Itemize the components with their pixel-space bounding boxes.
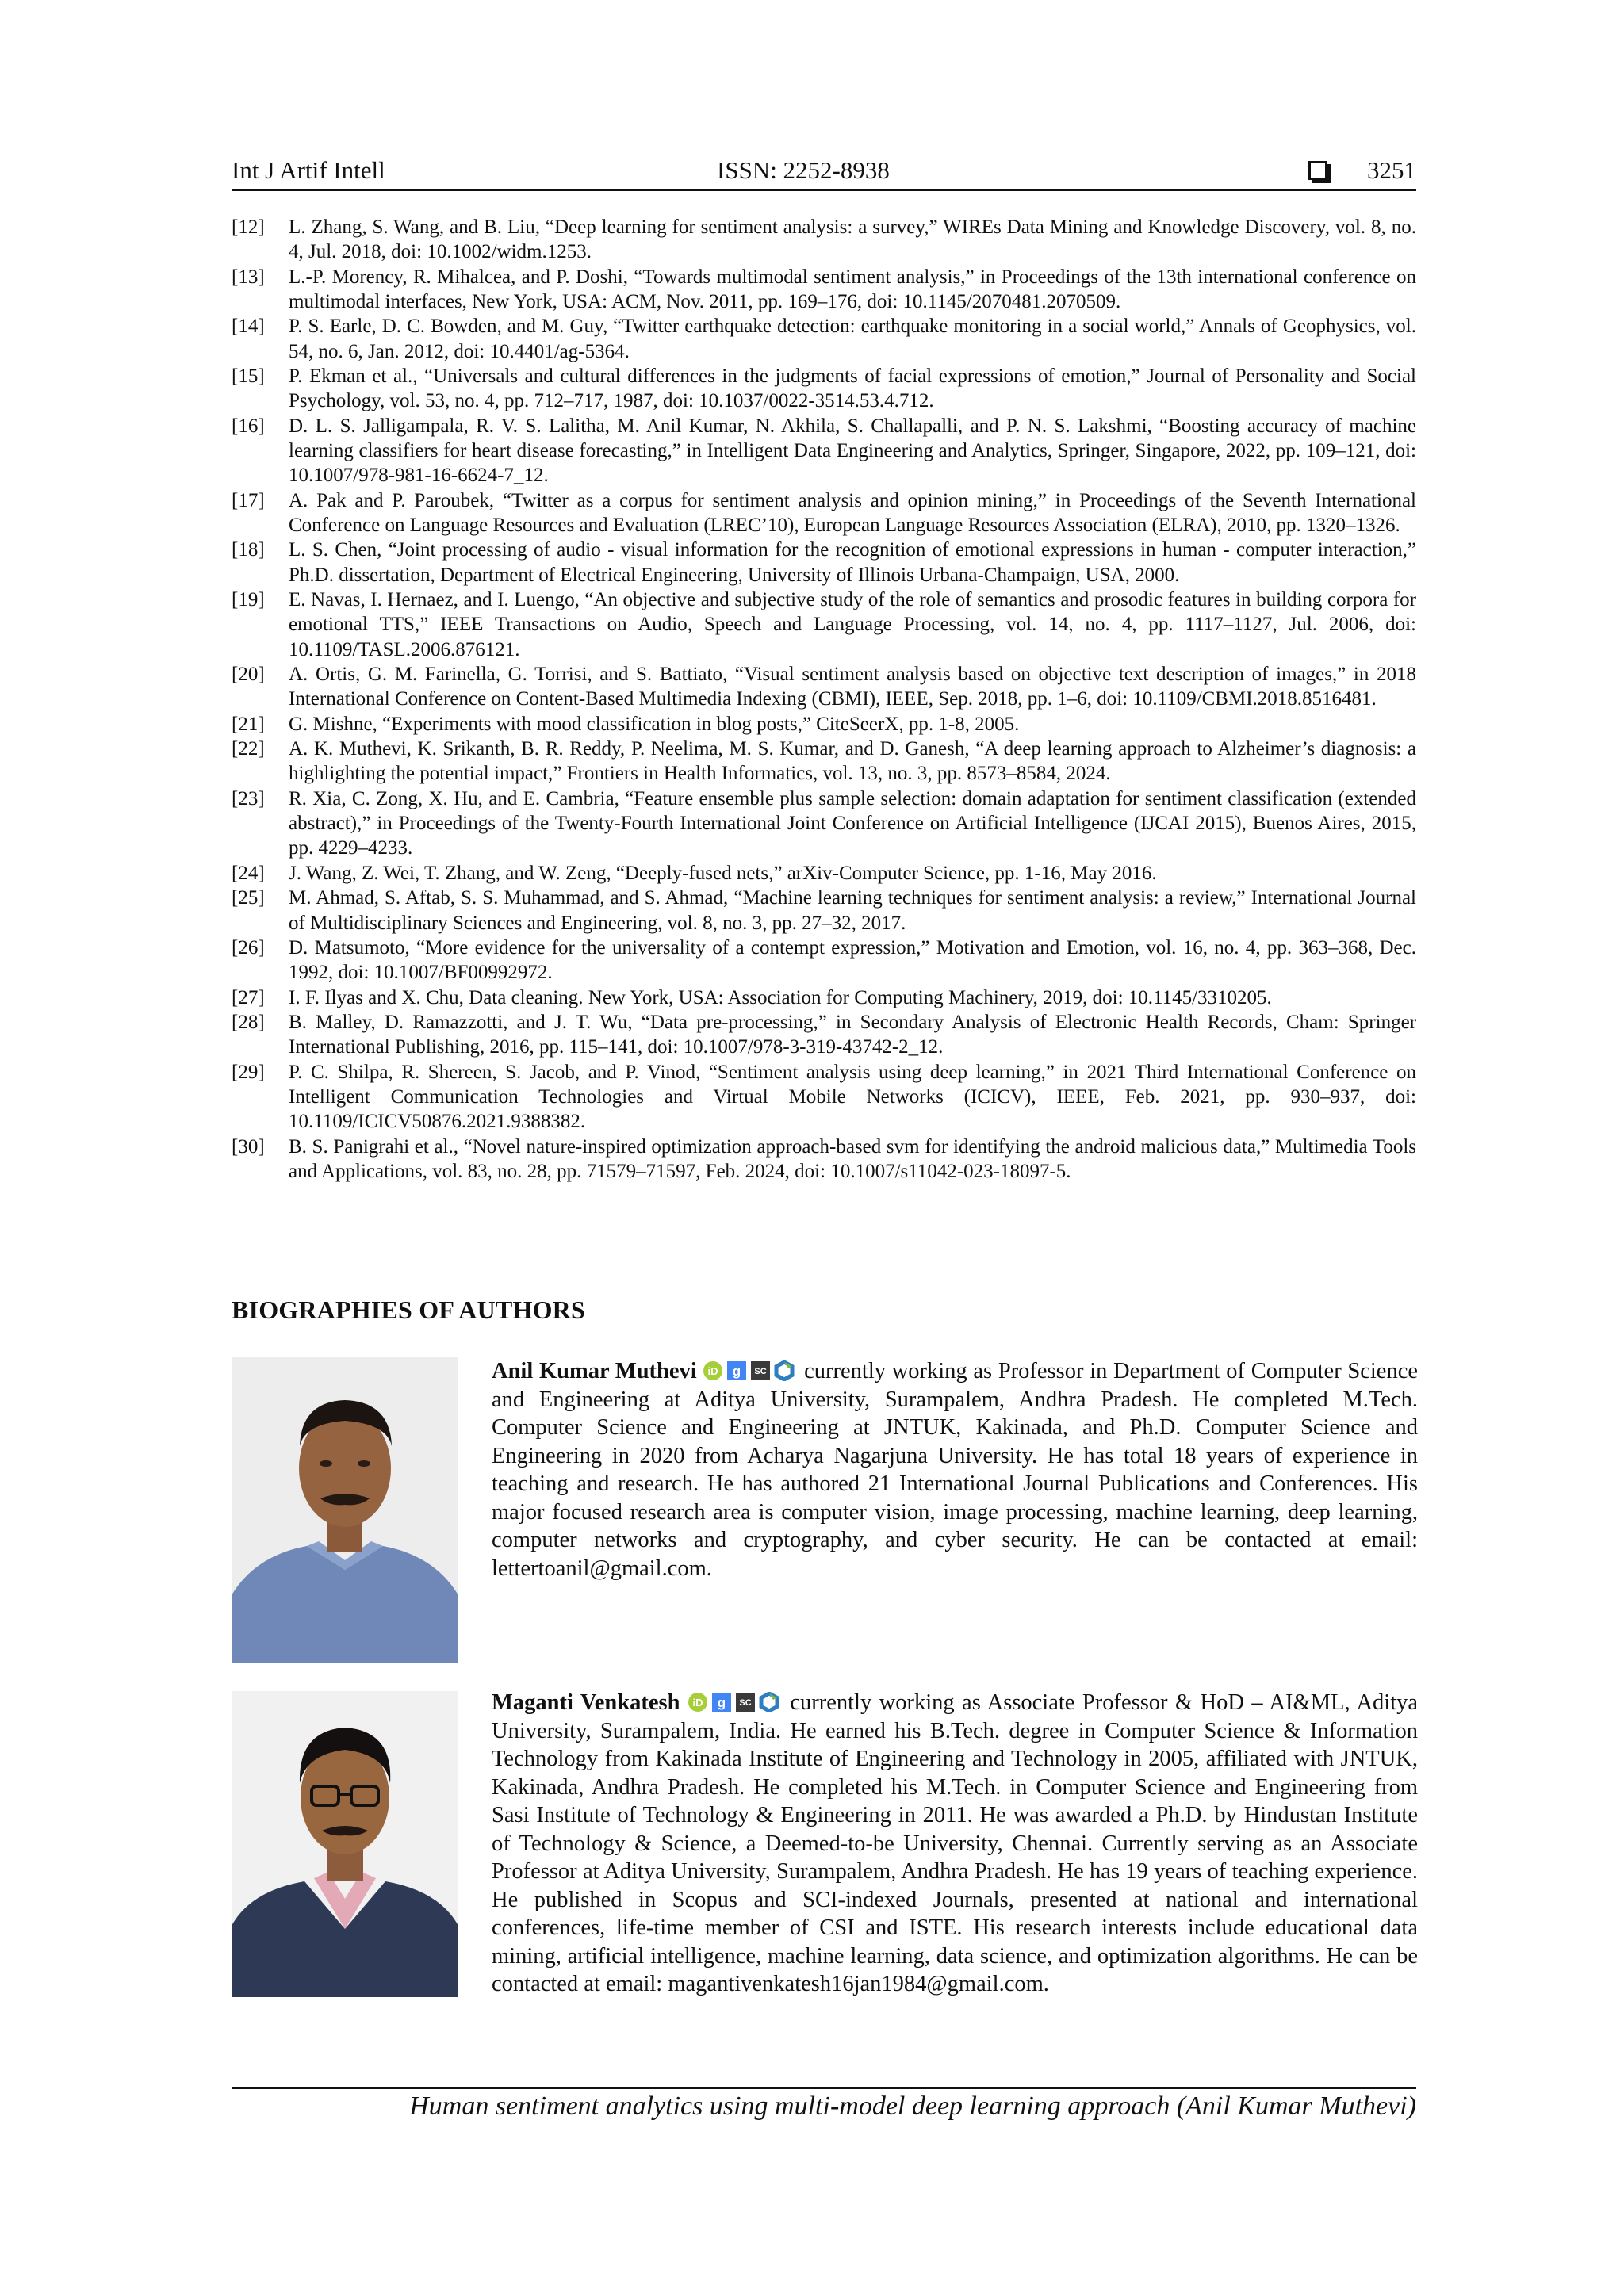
reference-number: [17]	[232, 489, 265, 511]
svg-text:iD: iD	[692, 1697, 703, 1709]
publons-icon[interactable]	[759, 1692, 779, 1712]
reference-number: [20]	[232, 664, 265, 686]
reference-text: J. Wang, Z. Wei, T. Zhang, and W. Zeng, “Deeply-fused nets,” arXiv-Computer Science, pp. 1-16, May 2016.	[289, 862, 1157, 884]
square-bullet-icon	[1308, 161, 1327, 180]
author-bio	[492, 1689, 1418, 1999]
reference-item	[232, 414, 1416, 488]
reference-item	[232, 737, 1416, 786]
reference-item	[232, 587, 1416, 662]
reference-text: M. Ahmad, S. Aftab, S. S. Muhammad, and S. Ahmad, “Machine learning techniques for sentiment analysis: a review,” International Journal of Multidisciplinary Sciences and Engineering, vol. 8, no. 3, pp. 27–32, 2017.	[289, 887, 1416, 934]
reference-text: I. F. Ilyas and X. Chu, Data cleaning. New York, USA: Association for Computing Machinery, 2019, doi: 10.1145/3310205.	[289, 986, 1272, 1008]
reference-text: P. C. Shilpa, R. Shereen, S. Jacob, and P. Vinod, “Sentiment analysis using deep learning,” in 2021 Third International Conference on Intelligent Communication Technologies and Virtual Mobile Networks (ICICV), IEEE, Feb. 2021, pp. 930–937, doi: 10.1109/ICICV50876.2021.9388382.	[289, 1061, 1416, 1133]
author-bio-text: currently working as Professor in Department of Computer Science and Engineering at Aditya University, Surampalem, Andhra Pradesh. He completed M.Tech. Computer Science and Engineering at JNTUK, Kakinada, and Ph.D. Computer Science and Engineering in 2020 from Acharya Nagarjuna University. He has total 18 years of experience in teaching and research. He has authored 21 International Journal Publications and Conferences. His major focused research area is computer vision, image processing, machine learning, deep learning, computer networks and cryptography, and cyber security. He can be contacted at email: lettertoanil@gmail.com.	[492, 1359, 1418, 1581]
reference-number: [23]	[232, 787, 265, 809]
svg-text:SC: SC	[754, 1367, 768, 1376]
reference-text: A. Pak and P. Paroubek, “Twitter as a corpus for sentiment analysis and opinion mining,” in Proceedings of the Seventh International Conference on Language Resources and Evaluation (LREC’10), European Language Resources Association (ELRA), 2010, pp. 1320–1326.	[289, 489, 1416, 536]
author-photo	[232, 1691, 458, 1997]
reference-item	[232, 314, 1416, 363]
reference-number: [15]	[232, 365, 265, 388]
orcid-icon[interactable]	[688, 1692, 708, 1712]
reference-text: L.-P. Morency, R. Mihalcea, and P. Doshi, “Towards multimodal sentiment analysis,” in Proceedings of the 13th international conference on multimodal interfaces, New York, USA: ACM, Nov. 2011, pp. 169–176, doi: 10.1145/2070481.2070509.	[289, 266, 1416, 312]
reference-text: D. Matsumoto, “More evidence for the universality of a contempt expression,” Motivation and Emotion, vol. 16, no. 4, pp. 363–368, Dec. 1992, doi: 10.1007/BF00992972.	[289, 937, 1416, 984]
reference-text: D. L. S. Jalligampala, R. V. S. Lalitha, M. Anil Kumar, N. Akhila, S. Challapalli, and P. N. S. Lakshmi, “Boosting accuracy of machine learning classifiers for heart disease forecasting,” in Intelligent Data Engineering and Analytics, Springer, Singapore, 2022, pp. 109–121, doi: 10.1007/978-981-16-6624-7_12.	[289, 415, 1416, 487]
publons-icon[interactable]	[774, 1360, 795, 1381]
author-portrait-image	[232, 1691, 458, 1997]
reference-item	[232, 985, 1416, 1010]
reference-text: P. Ekman et al., “Universals and cultural differences in the judgments of facial expressions of emotion,” Journal of Personality and Social Psychology, vol. 53, no. 4, pp. 712–717, 1987, doi: 10.1037/0022-3514.53.4.712.	[289, 365, 1416, 412]
footer-rule	[232, 2087, 1416, 2089]
orcid-icon[interactable]	[703, 1360, 723, 1381]
reference-text: A. Ortis, G. M. Farinella, G. Torrisi, and S. Battiato, “Visual sentiment analysis based on objective text description of images,” in 2018 International Conference on Content-Based Multimedia Indexing (CBMI), IEEE, Sep. 2018, pp. 1–6, doi: 10.1109/CBMI.2018.8516481.	[289, 664, 1416, 710]
reference-text: A. K. Muthevi, K. Srikanth, B. R. Reddy, P. Neelima, M. S. Kumar, and D. Ganesh, “A deep learning approach to Alzheimer’s diagnosis: a highlighting the potential impact,” Frontiers in Health Informatics, vol. 13, no. 3, pp. 8573–8584, 2024.	[289, 738, 1416, 785]
reference-list	[232, 215, 1416, 1184]
biographies-heading: BIOGRAPHIES OF AUTHORS	[232, 1295, 585, 1324]
header-rule	[232, 189, 1416, 191]
reference-number: [19]	[232, 589, 265, 611]
reference-item	[232, 786, 1416, 861]
reference-number: [28]	[232, 1012, 265, 1034]
issn: ISSN: 2252-8938	[717, 156, 890, 184]
reference-number: [30]	[232, 1135, 265, 1158]
reference-text: G. Mishne, “Experiments with mood classification in blog posts,” CiteSeerX, pp. 1-8, 2005.	[289, 713, 1020, 735]
reference-item	[232, 662, 1416, 711]
reference-number: [26]	[232, 937, 265, 959]
reference-item	[232, 936, 1416, 985]
reference-text: B. Malley, D. Ramazzotti, and J. T. Wu, “Data pre-processing,” in Secondary Analysis of Electronic Health Records, Cham: Springer International Publishing, 2016, pp. 115–141, doi: 10.1007/978-3-319-43742-2_12.	[289, 1012, 1416, 1058]
reference-item	[232, 1060, 1416, 1135]
scopus-icon[interactable]	[735, 1692, 756, 1712]
svg-text:SC: SC	[739, 1698, 752, 1708]
reference-text: E. Navas, I. Hernaez, and I. Luengo, “An objective and subjective study of the role of semantics and prosodic features in building corpora for emotional TTS,” IEEE Transactions on Audio, Speech and Language Processing, vol. 14, no. 4, pp. 1117–1127, Jul. 2006, doi: 10.1109/TASL.2006.876121.	[289, 589, 1416, 660]
reference-item	[232, 1010, 1416, 1059]
reference-text: L. Zhang, S. Wang, and B. Liu, “Deep learning for sentiment analysis: a survey,” WIREs Data Mining and Knowledge Discovery, vol. 8, no. 4, Jul. 2018, doi: 10.1002/widm.1253.	[289, 216, 1416, 263]
google-scholar-icon[interactable]	[711, 1692, 732, 1712]
reference-number: [29]	[232, 1061, 265, 1083]
reference-number: [25]	[232, 887, 265, 909]
reference-number: [14]	[232, 316, 265, 338]
reference-item	[232, 712, 1416, 737]
reference-item	[232, 886, 1416, 935]
author-portrait-image	[232, 1357, 458, 1663]
reference-number: [16]	[232, 415, 265, 437]
reference-number: [22]	[232, 738, 265, 760]
svg-text:iD: iD	[707, 1365, 718, 1377]
reference-text: B. S. Panigrahi et al., “Novel nature-inspired optimization approach-based svm for identifying the android malicious data,” Multimedia Tools and Applications, vol. 83, no. 28, pp. 71579–71597, Feb. 2024, doi: 10.1007/s11042-023-18097-5.	[289, 1135, 1416, 1183]
author-name: Maganti Venkatesh	[492, 1690, 680, 1715]
reference-item	[232, 265, 1416, 314]
reference-text: L. S. Chen, “Joint processing of audio - visual information for the recognition of emotional expressions in human - computer interaction,” Ph.D. dissertation, Department of Electrical Engineering, University of Illinois Urbana-Champaign, USA, 2000.	[289, 539, 1416, 586]
running-footer: Human sentiment analytics using multi-model deep learning approach (Anil Kumar Muthevi)	[409, 2091, 1416, 2121]
reference-number: [12]	[232, 216, 265, 238]
author-name: Anil Kumar Muthevi	[492, 1359, 697, 1383]
reference-item	[232, 364, 1416, 413]
reference-item	[232, 861, 1416, 886]
reference-number: [21]	[232, 713, 265, 735]
author-bio-text: currently working as Associate Professor & HoD – AI&ML, Aditya University, Surampalem, India. He earned his B.Tech. degree in Computer Science & Information Technology from Kakinada Institute of Engineering and Technology in 2005, affiliated with JNTUK, Kakinada, Andhra Pradesh. He completed his M.Tech. in Computer Science and Engineering from Sasi Institute of Technology & Engineering in 2011. He was awarded a Ph.D. by Hindustan Institute of Technology & Science, a Deemed-to-be University, Chennai. Currently serving as an Associate Professor at Aditya University, Surampalem, Andhra Pradesh. He has 19 years of teaching experience. He published in Scopus and SCI-indexed Journals, presented at national and international conferences, life-time member of CSI and ISTE. His research interests include educational data mining, artificial intelligence, machine learning, data science, and optimization algorithms. He can be contacted at email: magantivenkatesh16jan1984@gmail.com.	[492, 1690, 1419, 1996]
reference-number: [24]	[232, 862, 265, 884]
reference-number: [13]	[232, 266, 265, 288]
reference-item	[232, 538, 1416, 587]
author-photo	[232, 1357, 458, 1663]
author-bio	[492, 1357, 1418, 1582]
svg-text:g: g	[717, 1695, 726, 1710]
reference-item	[232, 215, 1416, 264]
reference-number: [27]	[232, 986, 265, 1008]
reference-text: P. S. Earle, D. C. Bowden, and M. Guy, “Twitter earthquake detection: earthquake monitoring in a social world,” Annals of Geophysics, vol. 54, no. 6, Jan. 2012, doi: 10.4401/ag-5364.	[289, 316, 1416, 362]
page-number: 3251	[1367, 156, 1416, 184]
reference-text: R. Xia, C. Zong, X. Hu, and E. Cambria, “Feature ensemble plus sample selection: domain adaptation for sentiment classification (extended abstract),” in Proceedings of the Twenty-Fourth International Joint Conference on Artificial Intelligence (IJCAI 2015), Buenos Aires, 2015, pp. 4229–4233.	[289, 787, 1416, 859]
reference-item	[232, 488, 1416, 538]
reference-item	[232, 1135, 1416, 1184]
reference-number: [18]	[232, 539, 265, 561]
journal-name: Int J Artif Intell	[232, 156, 385, 184]
google-scholar-icon[interactable]	[726, 1360, 747, 1381]
running-header	[232, 155, 1416, 189]
scopus-icon[interactable]	[750, 1360, 771, 1381]
svg-text:g: g	[733, 1364, 741, 1379]
